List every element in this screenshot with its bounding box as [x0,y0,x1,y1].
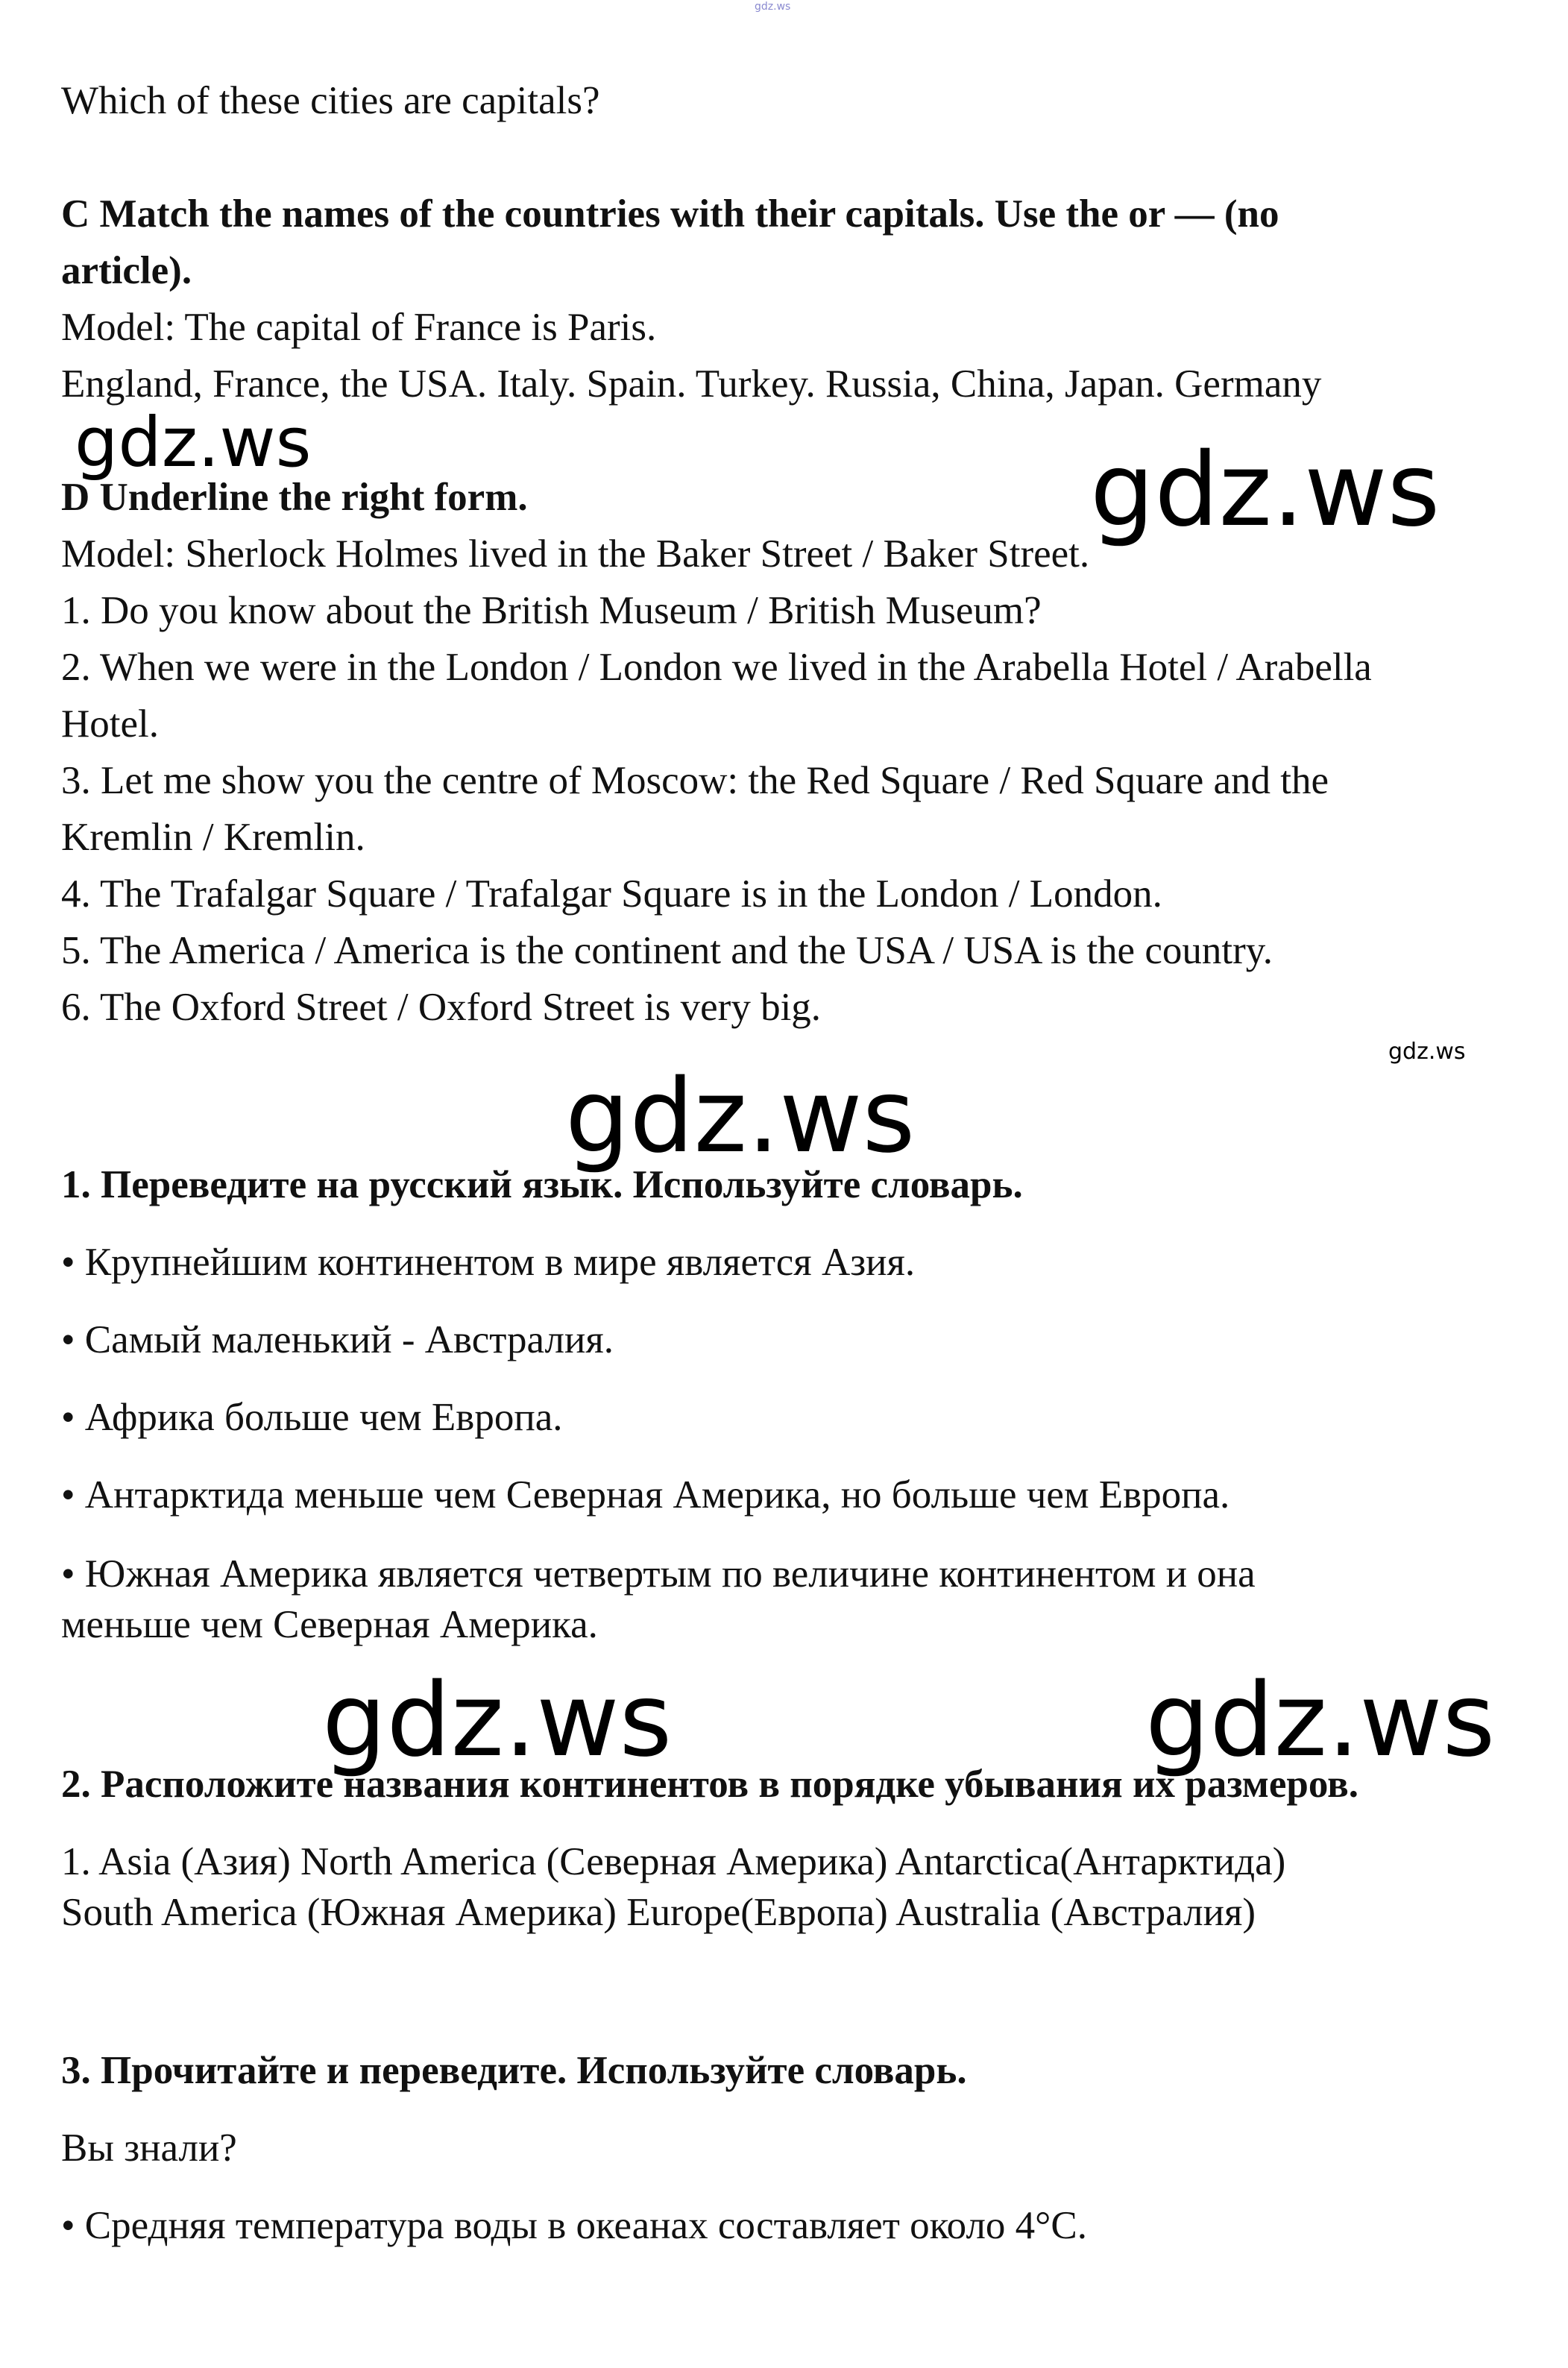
task1-bullet: • Африка больше чем Европа. [61,1396,563,1439]
task1-bullet: • Антарктида меньше чем Северная Америка, но больше чем Европа. [61,1473,1230,1517]
section-d-heading: D Underline the right form. [61,476,528,519]
task2-heading: 2. Расположите названия континентов в порядке убывания их размеров. [61,1763,1358,1806]
section-d-item: 2. When we were in the London / London we lived in the Arabella Hotel / Arabella [61,646,1372,689]
watermark-right: gdz.ws [1090,432,1441,550]
task3-heading: 3. Прочитайте и переведите. Используйте словарь. [61,2049,967,2092]
task1-heading: 1. Переведите на русский язык. Используйте словарь. [61,1163,1023,1206]
watermark-center: gdz.ws [565,1058,916,1176]
task2-answer-cont: South America (Южная Америка) Europe(Европа) Australia (Австралия) [61,1891,1256,1934]
task3-bullet: • Средняя температура воды в океанах составляет около 4°С. [61,2204,1087,2247]
section-c-countries: England, France, the USA. Italy. Spain. Turkey. Russia, China, Japan. Germany [61,362,1322,406]
task2-answer: 1. Asia (Азия) North America (Северная Америка) Antarctica(Антарктида) [61,1840,1286,1883]
section-d-item: 6. The Oxford Street / Oxford Street is very big. [61,986,822,1029]
watermark-lower-left: gdz.ws [322,1662,673,1780]
task1-bullet: • Южная Америка является четвертым по величине континентом и она [61,1552,1256,1596]
section-d-model: Model: Sherlock Holmes lived in the Baker Street / Baker Street. [61,532,1090,576]
task1-bullet: • Самый маленький - Австралия. [61,1318,614,1361]
section-d-item: 3. Let me show you the centre of Moscow: the Red Square / Red Square and the [61,759,1329,802]
section-c-model: Model: The capital of France is Paris. [61,306,657,349]
task3-subheading: Вы знали? [61,2126,237,2170]
watermark-small: gdz.ws [1388,1039,1466,1065]
task1-bullet: • Крупнейшим континентом в мире является Азия. [61,1241,916,1284]
watermark-tiny: gdz.ws [755,1,791,13]
section-c-heading: C Match the names of the countries with their capitals. Use the or — (no [61,192,1279,236]
watermark-left: gdz.ws [75,403,312,482]
section-c-heading-cont: article). [61,249,192,292]
intro-question: Which of these cities are capitals? [61,79,600,122]
section-d-item: 5. The America / America is the continent and the USA / USA is the country. [61,929,1273,972]
section-d-item: 4. The Trafalgar Square / Trafalgar Square is in the London / London. [61,872,1162,916]
task1-bullet-cont: меньше чем Северная Америка. [61,1603,598,1646]
section-d-item: 1. Do you know about the British Museum / British Museum? [61,589,1042,632]
section-d-item: Hotel. [61,702,159,746]
section-d-item: Kremlin / Kremlin. [61,816,365,859]
watermark-lower-right: gdz.ws [1145,1662,1496,1780]
